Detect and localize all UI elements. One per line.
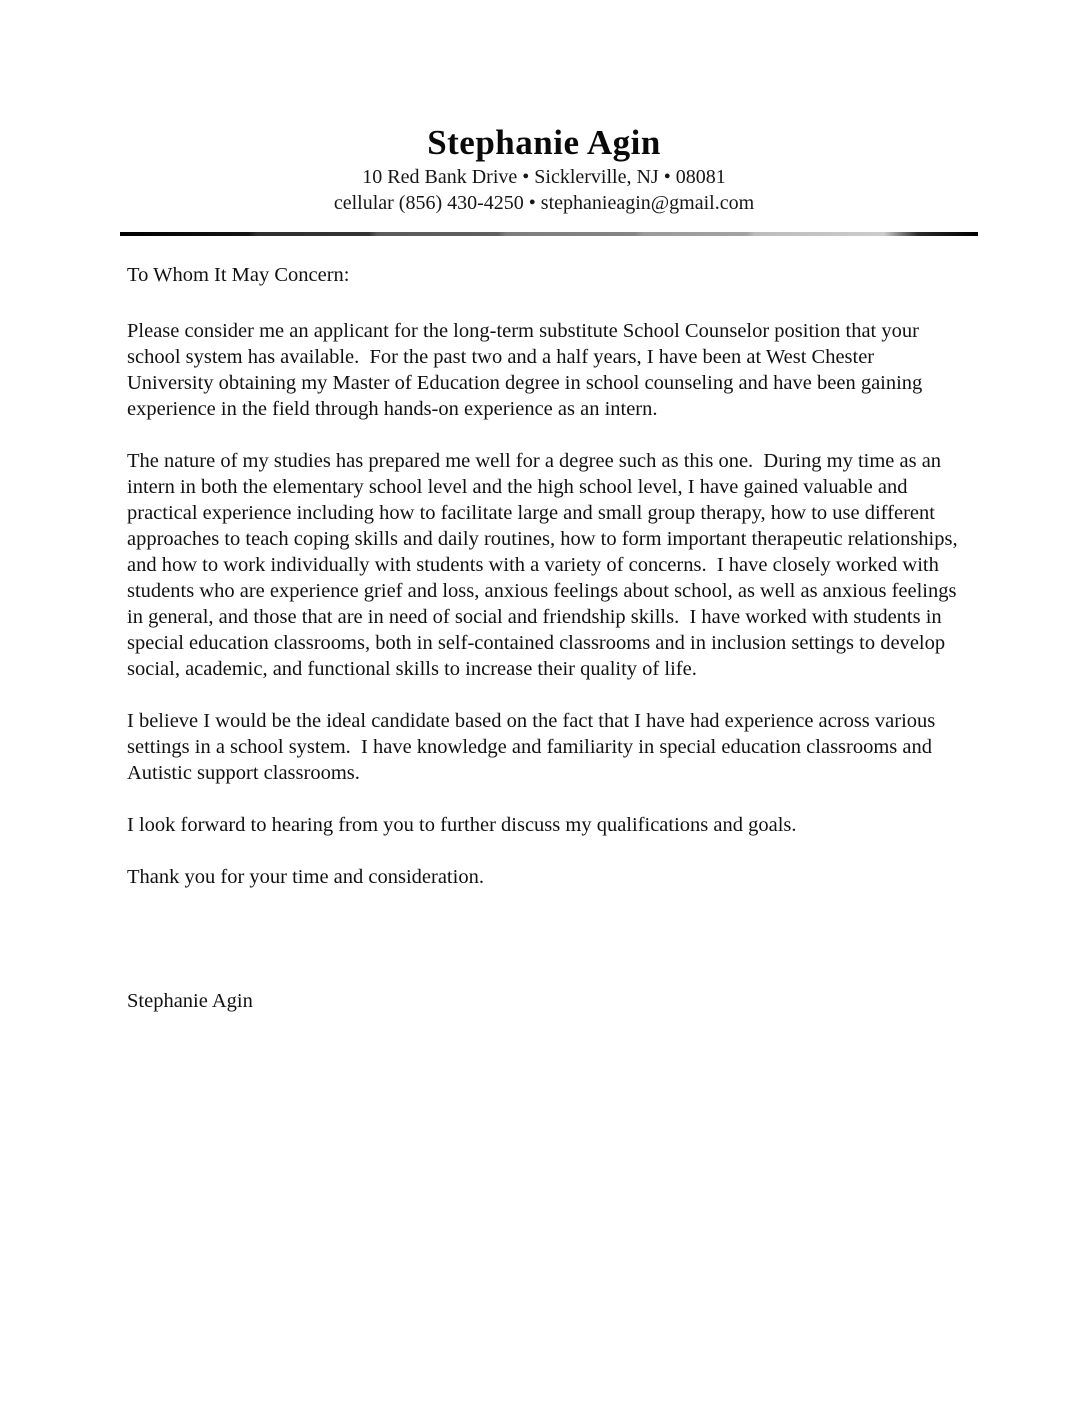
author-name: Stephanie Agin xyxy=(427,123,661,162)
paragraph-intro: Please consider me an applicant for the long-term substitute School Counselor position that your school system has available. For the past two and a half years, I have been at West Chester University obtaining my Master of Education degree in school counseling and have been gaining experience in the field through hands-on experience as an intern. xyxy=(127,320,928,420)
salutation: To Whom It May Concern: xyxy=(127,264,350,286)
paragraph-candidacy: I believe I would be the ideal candidate based on the fact that I have had experience across various settings in a school system. I have knowledge and familiarity in special education classrooms and Autistic support classrooms. xyxy=(127,710,941,784)
signature-name: Stephanie Agin xyxy=(127,990,253,1012)
paragraph-thanks: Thank you for your time and consideration. xyxy=(127,866,484,888)
address-line: 10 Red Bank Drive • Sicklerville, NJ • 08081 xyxy=(362,166,726,188)
letter-body xyxy=(127,262,963,1014)
paragraph-experience: The nature of my studies has prepared me well for a degree such as this one. During my time as an intern in both the elementary school level and the high school level, I have gained valuable and practical experience including how to facilitate large and small group therapy, how to use different approaches to teach coping skills and daily routines, how to form important therapeutic relationships, and how to work individually with students with a variety of concerns. I have closely worked with students who are experience grief and loss, anxious feelings about school, as well as anxious feelings in general, and those that are in need of social and friendship skills. I have worked with students in special education classrooms, both in self-contained classrooms and in inclusion settings to develop social, academic, and functional skills to increase their quality of life. xyxy=(127,450,963,680)
letter-header xyxy=(0,0,1088,236)
contact-line: cellular (856) 430-4250 • stephanieagin@gmail.com xyxy=(333,192,755,214)
paragraph-followup: I look forward to hearing from you to further discuss my qualifications and goals. xyxy=(127,814,797,836)
header-divider xyxy=(120,232,978,236)
